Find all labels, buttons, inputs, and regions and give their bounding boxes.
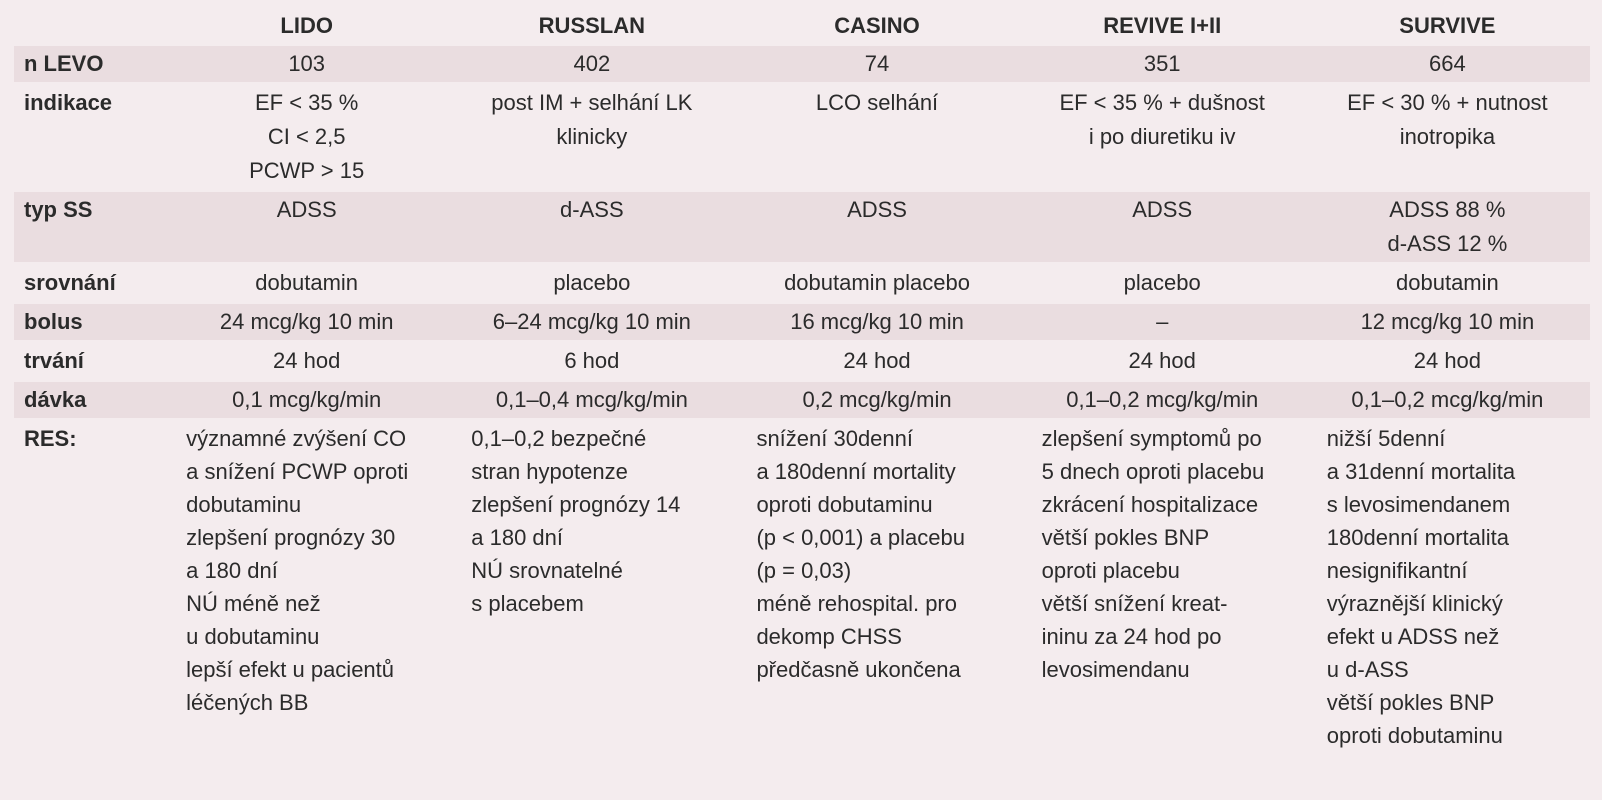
cell-line: 24 hod (273, 348, 341, 373)
table-cell (1305, 265, 1590, 301)
cell-line: dobutamin (1396, 270, 1499, 295)
cell-line: větší pokles BNP (1326, 690, 1495, 715)
cell-line: 6 hod (564, 348, 620, 373)
cell-line: (p = 0,03) (756, 558, 852, 583)
table-cell (164, 85, 449, 189)
row-label: bolus (14, 304, 164, 340)
row-label: srovnání (24, 270, 116, 295)
table-cell (734, 85, 1019, 189)
column-header: RUSSLAN (538, 13, 646, 38)
cell-line: LCO selhání (815, 90, 939, 115)
table-cell (1020, 192, 1305, 262)
cell-line: 0,1–0,2 mcg/kg/min (1351, 387, 1544, 412)
results-cell (1305, 421, 1590, 753)
cell-line: CI < 2,5 (267, 124, 346, 149)
cell-line: d-ASS 12 % (1387, 231, 1508, 256)
table-cell (164, 192, 449, 262)
cell-line: léčených BB (186, 690, 309, 715)
cell-line: EF < 35 % + dušnost (1059, 90, 1265, 115)
cell-line: oproti dobutaminu (756, 492, 933, 517)
cell-line: 16 mcg/kg 10 min (790, 309, 964, 334)
table-cell (449, 304, 734, 340)
table-cell (1020, 85, 1305, 189)
cell-line: větší snížení kreat- (1041, 591, 1228, 616)
cell-line: 24 hod (843, 348, 911, 373)
table-cell (164, 343, 449, 379)
cell-line: zlepšení symptomů po (1041, 426, 1262, 451)
cell-line: dekomp CHSS (756, 624, 902, 649)
table-cell (1020, 304, 1305, 340)
cell-line: nesignifikantní (1326, 558, 1468, 583)
table-cell (1020, 343, 1305, 379)
table-cell (734, 46, 1019, 82)
table-cell (1305, 343, 1590, 379)
table-cell (164, 304, 449, 340)
row-label: typ SS (14, 192, 164, 262)
column-header: LIDO (280, 13, 333, 38)
table-cell (1020, 46, 1305, 82)
cell-line: 402 (573, 51, 611, 76)
cell-line: a 180denní mortality (756, 459, 956, 484)
table-cell (449, 192, 734, 262)
cell-line: a 31denní mortalita (1326, 459, 1516, 484)
cell-line: PCWP > 15 (249, 158, 365, 183)
cell-line: nižší 5denní (1326, 426, 1446, 451)
cell-line: 12 mcg/kg 10 min (1360, 309, 1535, 334)
cell-line: stran hypotenze (471, 459, 628, 484)
row-label: RES: (24, 426, 77, 451)
column-header: CASINO (834, 13, 920, 38)
cell-line: oproti placebu (1041, 558, 1180, 583)
table-cell (449, 265, 734, 301)
row-label: dávka (14, 382, 164, 418)
cell-line: ADSS (847, 197, 907, 222)
cell-line: s placebem (471, 591, 584, 616)
table-row (14, 192, 1590, 262)
cell-line: méně rehospital. pro (756, 591, 957, 616)
cell-line: a 180 dní (471, 525, 564, 550)
cell-line: 0,1 mcg/kg/min (232, 387, 382, 412)
cell-line: 180denní mortalita (1326, 525, 1510, 550)
table-row (14, 304, 1590, 340)
cell-line: u dobutaminu (186, 624, 320, 649)
table-cell (734, 304, 1019, 340)
results-cell (1020, 421, 1305, 753)
cell-line: d-ASS (560, 197, 624, 222)
table-cell (1305, 382, 1590, 418)
cell-line: klinicky (556, 124, 628, 149)
cell-line: oproti dobutaminu (1326, 723, 1503, 748)
cell-line: 24 mcg/kg 10 min (219, 309, 394, 334)
row-label: indikace (24, 90, 113, 115)
row-label: n LEVO (14, 46, 164, 82)
table-cell (1020, 265, 1305, 301)
cell-line: inotropika (1399, 124, 1496, 149)
table-cell (1305, 46, 1590, 82)
cell-line: 24 hod (1128, 348, 1196, 373)
cell-line: placebo (553, 270, 631, 295)
results-row (14, 421, 1590, 753)
header-row (14, 11, 1590, 43)
cell-line: dobutamin placebo (784, 270, 970, 295)
cell-line: 0,1–0,2 mcg/kg/min (1066, 387, 1259, 412)
cell-line: ADSS 88 % (1389, 197, 1506, 222)
cell-line: NÚ méně než (186, 591, 321, 616)
cell-line: 0,1–0,2 bezpečné (471, 426, 647, 451)
cell-line: ADSS (276, 197, 337, 222)
table-cell (1305, 85, 1590, 189)
column-header: REVIVE I+II (1103, 13, 1222, 38)
cell-line: významné zvýšení CO (186, 426, 407, 451)
cell-line: i po diuretiku iv (1088, 124, 1236, 149)
table-row (14, 265, 1590, 301)
cell-line: snížení 30denní (756, 426, 914, 451)
cell-line: dobutamin (255, 270, 359, 295)
table-row (14, 46, 1590, 82)
table-cell (449, 85, 734, 189)
cell-line: 0,1–0,4 mcg/kg/min (495, 387, 688, 412)
cell-line: post IM + selhání LK (491, 90, 693, 115)
table-cell (1020, 382, 1305, 418)
cell-line: 103 (288, 51, 326, 76)
results-cell (164, 421, 449, 753)
corner-cell (14, 11, 164, 43)
trials-comparison-table (14, 8, 1590, 756)
cell-line: ininu za 24 hod po (1041, 624, 1222, 649)
cell-line: EF < 35 % (255, 90, 359, 115)
cell-line: (p < 0,001) a placebu (756, 525, 965, 550)
cell-line: 24 hod (1413, 348, 1482, 373)
table-row (14, 85, 1590, 189)
cell-line: 351 (1143, 51, 1181, 76)
cell-line: výraznější klinický (1326, 591, 1503, 616)
table-cell (164, 265, 449, 301)
cell-line: s levosimendanem (1326, 492, 1511, 517)
table-cell (164, 382, 449, 418)
cell-line: ADSS (1132, 197, 1193, 222)
table-cell (449, 343, 734, 379)
cell-line: 0,2 mcg/kg/min (802, 387, 952, 412)
cell-line: – (1156, 309, 1169, 334)
cell-line: zlepšení prognózy 30 (186, 525, 396, 550)
cell-line: větší pokles BNP (1041, 525, 1210, 550)
results-cell (449, 421, 734, 753)
table-cell (449, 46, 734, 82)
table-cell (734, 343, 1019, 379)
table-cell (1305, 192, 1590, 262)
cell-line: zkrácení hospitalizace (1041, 492, 1259, 517)
cell-line: předčasně ukončena (756, 657, 961, 682)
cell-line: levosimendanu (1041, 657, 1190, 682)
cell-line: NÚ srovnatelné (471, 558, 623, 583)
cell-line: 74 (864, 51, 890, 76)
cell-line: zlepšení prognózy 14 (471, 492, 681, 517)
cell-line: 6–24 mcg/kg 10 min (492, 309, 691, 334)
table-cell (164, 46, 449, 82)
cell-line: 5 dnech oproti placebu (1041, 459, 1265, 484)
cell-line: placebo (1123, 270, 1201, 295)
table-cell (734, 382, 1019, 418)
cell-line: u d-ASS (1326, 657, 1409, 682)
table-cell (734, 265, 1019, 301)
cell-line: 664 (1429, 51, 1466, 76)
cell-line: EF < 30 % + nutnost (1347, 90, 1548, 115)
cell-line: a 180 dní (186, 558, 278, 583)
cell-line: efekt u ADSS než (1326, 624, 1500, 649)
table-row (14, 382, 1590, 418)
table-cell (449, 382, 734, 418)
table-cell (734, 192, 1019, 262)
results-cell (734, 421, 1019, 753)
table-cell (1305, 304, 1590, 340)
cell-line: lepší efekt u pacientů (186, 657, 395, 682)
cell-line: dobutaminu (186, 492, 302, 517)
column-header: SURVIVE (1399, 13, 1496, 38)
table-row (14, 343, 1590, 379)
cell-line: a snížení PCWP oproti (186, 459, 409, 484)
row-label: trvání (24, 348, 84, 373)
